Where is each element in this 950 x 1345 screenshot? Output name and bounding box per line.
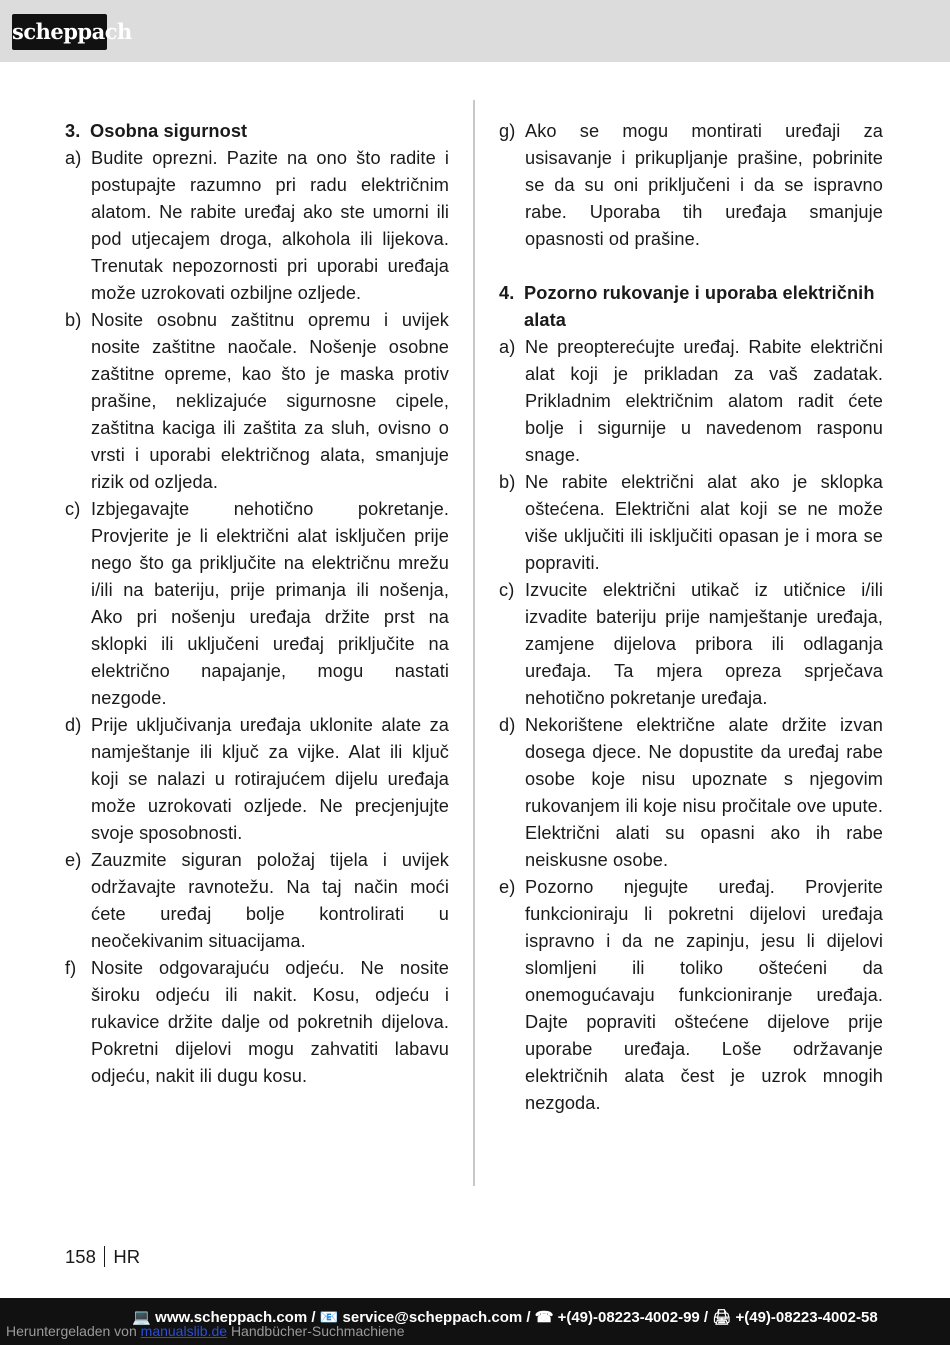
item-marker: b): [499, 472, 516, 492]
section-number: 4.: [499, 283, 515, 303]
list-item: [499, 577, 883, 712]
item-text: Nosite osobnu zaštitnu opremu i uvijek nosite zaštitne naočale. Nošenje osobne zaštitne opreme, kao što je maska protiv prašine, neklizajuće sigurnosne cipele, zaštitna kaciga ili zaštita za sluh, ovisno o vrsti i uporabi električnog alata, smanjuje rizik od ozljeda.: [91, 310, 449, 492]
footer-separator: [104, 1246, 106, 1267]
column-divider: [473, 100, 475, 1186]
item-marker: e): [499, 877, 516, 897]
section-number: 3.: [65, 121, 81, 141]
item-text: Izvucite električni utikač iz utičnice i/ili izvadite bateriju prije namještanje uređaja, zamjene dijelova pribora ili odlaganja uređaja. Ta mjera opreza sprječava nehotično pokretanje uređaja.: [525, 580, 883, 708]
item-text: Ne rabite električni alat ako je sklopka oštećena. Električni alat koji se ne može više uključiti ili isključiti opasan je i mora se popraviti.: [525, 472, 883, 573]
item-marker: e): [65, 850, 82, 870]
list-item: [65, 496, 449, 712]
list-item: [65, 712, 449, 847]
left-item-list: [65, 145, 449, 1090]
item-marker: d): [65, 715, 82, 735]
item-marker: b): [65, 310, 82, 330]
section-heading-4: [499, 280, 883, 334]
item-text: Izbjegavajte nehotično pokretanje. Provjerite je li električni alat isključen prije nego što ga priključite na električnu mrežu i/ili na bateriju, prije primanja ili nošenja, Ako pri nošenju uređaja držite prst na sklopki ili uključeni uređaj priključite na električno napajanje, mogu nastati nezgode.: [91, 499, 449, 708]
section-title: Osobna sigurnost: [90, 121, 248, 141]
section-title: Pozorno rukovanje i uporaba električnih alata: [524, 283, 875, 330]
download-notice: [6, 1322, 405, 1340]
item-text: Budite oprezni. Pazite na ono što radite i postupajte razumno pri radu električnim alatom. Ne rabite uređaj ako ste umorni ili pod utjecajem droga, alkohola ili lijekova. Trenutak nepozornosti pri uporabi uređaja može uzrokovati ozbiljne ozljede.: [91, 148, 449, 303]
item-text: Pozorno njegujte uređaj. Provjerite funkcioniraju li pokretni dijelovi uređaja ispravno i da ne zapinju, jesu li dijelovi slomljeni ili toliko oštećeni da onemogućavaju funkcioniranje uređaja. Dajte popraviti oštećene dijelove prije uporabe uređaja. Loše održavanje električnih alata čest je uzrok mnogih nezgoda.: [525, 877, 883, 1113]
download-suffix: Handbücher-Suchmachiene: [230, 1323, 405, 1339]
list-item-g: [499, 118, 883, 253]
item-marker: c): [65, 499, 81, 519]
item-text: Nosite odgovarajuću odjeću. Ne nosite široku odjeću ili nakit. Kosu, odjeću i rukavice držite dalje od pokretnih dijelova. Pokretni dijelovi mogu zahvatiti labavu odjeću, nakit ili dugu kosu.: [91, 958, 449, 1086]
list-item: [499, 874, 883, 1117]
list-item: [65, 955, 449, 1090]
page-number: 158: [65, 1246, 96, 1267]
manualslib-link[interactable]: manualslib.de: [140, 1323, 228, 1339]
scheppach-logo: scheppach: [12, 14, 107, 50]
language-code: HR: [113, 1246, 141, 1267]
item-marker: a): [65, 148, 82, 168]
contact-line: 💻 www.scheppach.com / 📧 service@scheppach.com / ☎ +(49)-08223-4002-99 / 🖨 +(49)-08223-4002-58: [132, 1309, 878, 1326]
right-column: [499, 118, 883, 1117]
download-prefix: Heruntergeladen von: [6, 1323, 137, 1339]
list-item: [499, 469, 883, 577]
item-text: Ne preopterećujte uređaj. Rabite električni alat koji je prikladan za vaš zadatak. Prikladnim električnim alatom radit ćete bolje i sigurnije u navedenom rasponu snage.: [525, 337, 883, 465]
list-item: [65, 307, 449, 496]
list-item: [65, 145, 449, 307]
left-column: [65, 118, 449, 1090]
item-marker: g): [499, 121, 516, 141]
page-footer: [65, 1244, 140, 1270]
item-marker: f): [65, 958, 77, 978]
item-text: Nekorištene električne alate držite izvan dosega djece. Ne dopustite da uređaj rabe osobe koje nisu upoznate s njegovim rukovanjem ili koje nisu pročitale ove upute. Električni alati su opasni ako ih rabe neiskusne osobe.: [525, 715, 883, 870]
list-item: [65, 847, 449, 955]
item-text: Zauzmite siguran položaj tijela i uvijek održavajte ravnotežu. Na taj način moći ćete uređaj bolje kontrolirati u neočekivanim situacijama.: [91, 850, 449, 951]
list-item: [499, 334, 883, 469]
item-marker: d): [499, 715, 516, 735]
list-item: [499, 712, 883, 874]
section-heading-3: [65, 118, 449, 145]
header-bar: [0, 0, 950, 62]
right-item-list: [499, 334, 883, 1117]
item-text: Prije uključivanja uređaja uklonite alate za namještanje ili ključ za vijke. Alat ili ključ koji se nalazi u rotirajućem dijelu uređaja može uzrokovati ozljede. Ne precjenjujte svoje sposobnosti.: [91, 715, 449, 843]
item-marker: a): [499, 337, 516, 357]
item-marker: c): [499, 580, 515, 600]
item-text: Ako se mogu montirati uređaji za usisavanje i prikupljanje prašine, pobrinite se da su oni priključeni i da se ispravno rabe. Uporaba tih uređaja smanjuje opasnosti od prašine.: [525, 121, 883, 249]
